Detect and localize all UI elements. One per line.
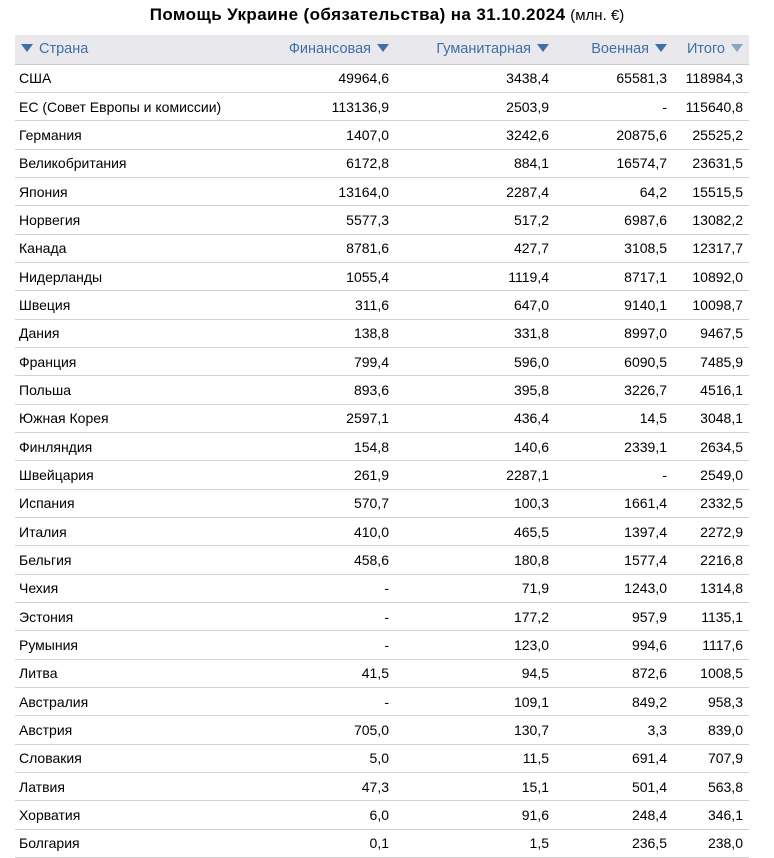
table-row bbox=[15, 688, 749, 716]
table-row bbox=[15, 177, 749, 205]
table-row bbox=[15, 64, 749, 92]
cell-total: 1314,8 bbox=[673, 574, 749, 602]
cell-country: Южная Корея bbox=[15, 404, 245, 432]
table-row bbox=[15, 773, 749, 801]
table-row bbox=[15, 518, 749, 546]
cell-military: 64,2 bbox=[555, 177, 673, 205]
table-row bbox=[15, 149, 749, 177]
cell-military: 6090,5 bbox=[555, 347, 673, 375]
table-row bbox=[15, 92, 749, 120]
table-row bbox=[15, 489, 749, 517]
cell-humanitarian: 180,8 bbox=[395, 546, 555, 574]
sort-desc-icon bbox=[21, 44, 33, 52]
column-header-label: Гуманитарная bbox=[436, 41, 531, 58]
cell-total: 25525,2 bbox=[673, 121, 749, 149]
cell-financial: 311,6 bbox=[245, 291, 395, 319]
sort-desc-icon bbox=[377, 44, 389, 52]
cell-total: 118984,3 bbox=[673, 64, 749, 92]
cell-financial: - bbox=[245, 631, 395, 659]
cell-country: Австрия bbox=[15, 716, 245, 744]
cell-financial: - bbox=[245, 574, 395, 602]
cell-country: Эстония bbox=[15, 603, 245, 631]
cell-military: 8717,1 bbox=[555, 262, 673, 290]
cell-military: 8997,0 bbox=[555, 319, 673, 347]
cell-country: Италия bbox=[15, 518, 245, 546]
cell-total: 12317,7 bbox=[673, 234, 749, 262]
cell-financial: 2597,1 bbox=[245, 404, 395, 432]
cell-total: 23631,5 bbox=[673, 149, 749, 177]
cell-financial: 893,6 bbox=[245, 376, 395, 404]
table-row bbox=[15, 234, 749, 262]
cell-humanitarian: 71,9 bbox=[395, 574, 555, 602]
cell-military: 691,4 bbox=[555, 744, 673, 772]
cell-humanitarian: 177,2 bbox=[395, 603, 555, 631]
cell-country: Бельгия bbox=[15, 546, 245, 574]
column-header-military[interactable] bbox=[555, 35, 673, 64]
cell-total: 1135,1 bbox=[673, 603, 749, 631]
column-header-humanitarian[interactable] bbox=[395, 35, 555, 64]
cell-country: Канада bbox=[15, 234, 245, 262]
cell-total: 2272,9 bbox=[673, 518, 749, 546]
cell-military: 849,2 bbox=[555, 688, 673, 716]
cell-total: 4516,1 bbox=[673, 376, 749, 404]
table-row bbox=[15, 461, 749, 489]
page-title bbox=[0, 5, 774, 25]
table-row bbox=[15, 801, 749, 829]
aid-table bbox=[15, 35, 749, 858]
cell-military: 236,5 bbox=[555, 829, 673, 857]
cell-humanitarian: 3438,4 bbox=[395, 64, 555, 92]
cell-financial: 47,3 bbox=[245, 773, 395, 801]
cell-country: Болгария bbox=[15, 829, 245, 857]
cell-military: 65581,3 bbox=[555, 64, 673, 92]
table-row bbox=[15, 546, 749, 574]
cell-financial: 261,9 bbox=[245, 461, 395, 489]
table-row bbox=[15, 744, 749, 772]
cell-military: 994,6 bbox=[555, 631, 673, 659]
cell-country: Великобритания bbox=[15, 149, 245, 177]
cell-military: - bbox=[555, 461, 673, 489]
cell-total: 346,1 bbox=[673, 801, 749, 829]
column-header-financial[interactable] bbox=[245, 35, 395, 64]
cell-military: 1243,0 bbox=[555, 574, 673, 602]
cell-humanitarian: 1119,4 bbox=[395, 262, 555, 290]
table-row bbox=[15, 262, 749, 290]
cell-country: ЕС (Совет Европы и комиссии) bbox=[15, 92, 245, 120]
table-body bbox=[15, 64, 749, 858]
table-row bbox=[15, 716, 749, 744]
cell-military: 20875,6 bbox=[555, 121, 673, 149]
cell-total: 115640,8 bbox=[673, 92, 749, 120]
table-row bbox=[15, 829, 749, 857]
cell-country: Япония bbox=[15, 177, 245, 205]
cell-humanitarian: 2503,9 bbox=[395, 92, 555, 120]
cell-country: Дания bbox=[15, 319, 245, 347]
cell-total: 839,0 bbox=[673, 716, 749, 744]
cell-humanitarian: 517,2 bbox=[395, 206, 555, 234]
table-row bbox=[15, 121, 749, 149]
cell-military: 3108,5 bbox=[555, 234, 673, 262]
cell-country: Финляндия bbox=[15, 432, 245, 460]
cell-total: 1117,6 bbox=[673, 631, 749, 659]
cell-humanitarian: 140,6 bbox=[395, 432, 555, 460]
cell-financial: 6172,8 bbox=[245, 149, 395, 177]
table-row bbox=[15, 404, 749, 432]
cell-military: 16574,7 bbox=[555, 149, 673, 177]
cell-military: 1661,4 bbox=[555, 489, 673, 517]
cell-total: 10098,7 bbox=[673, 291, 749, 319]
cell-military: 9140,1 bbox=[555, 291, 673, 319]
cell-total: 13082,2 bbox=[673, 206, 749, 234]
cell-military: 3,3 bbox=[555, 716, 673, 744]
cell-country: Нидерланды bbox=[15, 262, 245, 290]
table-row bbox=[15, 659, 749, 687]
cell-country: Франция bbox=[15, 347, 245, 375]
table-header bbox=[15, 35, 749, 64]
cell-military: 1577,4 bbox=[555, 546, 673, 574]
cell-country: Швейцария bbox=[15, 461, 245, 489]
column-header-label: Страна bbox=[39, 41, 89, 58]
cell-financial: 458,6 bbox=[245, 546, 395, 574]
column-header-country[interactable] bbox=[15, 35, 245, 64]
cell-humanitarian: 94,5 bbox=[395, 659, 555, 687]
cell-country: Латвия bbox=[15, 773, 245, 801]
cell-total: 10892,0 bbox=[673, 262, 749, 290]
cell-humanitarian: 2287,4 bbox=[395, 177, 555, 205]
cell-financial: 5577,3 bbox=[245, 206, 395, 234]
cell-country: Норвегия bbox=[15, 206, 245, 234]
cell-humanitarian: 15,1 bbox=[395, 773, 555, 801]
cell-total: 1008,5 bbox=[673, 659, 749, 687]
cell-humanitarian: 427,7 bbox=[395, 234, 555, 262]
cell-humanitarian: 109,1 bbox=[395, 688, 555, 716]
cell-country: Словакия bbox=[15, 744, 245, 772]
sort-desc-outline-icon bbox=[731, 44, 743, 52]
title-main: Помощь Украине (обязательства) на 31.10.2024 bbox=[149, 5, 566, 24]
cell-financial: 138,8 bbox=[245, 319, 395, 347]
cell-country: Чехия bbox=[15, 574, 245, 602]
table-row bbox=[15, 603, 749, 631]
cell-total: 238,0 bbox=[673, 829, 749, 857]
table-row bbox=[15, 574, 749, 602]
cell-financial: 410,0 bbox=[245, 518, 395, 546]
cell-humanitarian: 3242,6 bbox=[395, 121, 555, 149]
cell-total: 563,8 bbox=[673, 773, 749, 801]
cell-total: 958,3 bbox=[673, 688, 749, 716]
cell-military: 248,4 bbox=[555, 801, 673, 829]
table-row bbox=[15, 631, 749, 659]
cell-country: Швеция bbox=[15, 291, 245, 319]
cell-total: 2216,8 bbox=[673, 546, 749, 574]
cell-financial: 1407,0 bbox=[245, 121, 395, 149]
cell-country: Испания bbox=[15, 489, 245, 517]
cell-total: 3048,1 bbox=[673, 404, 749, 432]
cell-country: Германия bbox=[15, 121, 245, 149]
cell-humanitarian: 884,1 bbox=[395, 149, 555, 177]
cell-humanitarian: 100,3 bbox=[395, 489, 555, 517]
cell-total: 707,9 bbox=[673, 744, 749, 772]
table-row bbox=[15, 432, 749, 460]
cell-humanitarian: 331,8 bbox=[395, 319, 555, 347]
cell-military: 501,4 bbox=[555, 773, 673, 801]
cell-country: Румыния bbox=[15, 631, 245, 659]
table-row bbox=[15, 291, 749, 319]
cell-financial: 0,1 bbox=[245, 829, 395, 857]
cell-country: Литва bbox=[15, 659, 245, 687]
cell-total: 7485,9 bbox=[673, 347, 749, 375]
cell-total: 9467,5 bbox=[673, 319, 749, 347]
cell-financial: 570,7 bbox=[245, 489, 395, 517]
column-header-label: Военная bbox=[591, 41, 649, 58]
cell-total: 15515,5 bbox=[673, 177, 749, 205]
table-row bbox=[15, 206, 749, 234]
cell-humanitarian: 91,6 bbox=[395, 801, 555, 829]
cell-humanitarian: 465,5 bbox=[395, 518, 555, 546]
column-header-label: Финансовая bbox=[288, 41, 371, 58]
cell-financial: 154,8 bbox=[245, 432, 395, 460]
cell-humanitarian: 2287,1 bbox=[395, 461, 555, 489]
cell-financial: 5,0 bbox=[245, 744, 395, 772]
cell-financial: - bbox=[245, 603, 395, 631]
cell-military: 14,5 bbox=[555, 404, 673, 432]
cell-military: 957,9 bbox=[555, 603, 673, 631]
cell-country: США bbox=[15, 64, 245, 92]
cell-military: 2339,1 bbox=[555, 432, 673, 460]
title-unit: (млн. €) bbox=[570, 7, 625, 24]
cell-financial: 8781,6 bbox=[245, 234, 395, 262]
cell-financial: 1055,4 bbox=[245, 262, 395, 290]
cell-humanitarian: 395,8 bbox=[395, 376, 555, 404]
cell-military: 1397,4 bbox=[555, 518, 673, 546]
cell-country: Хорватия bbox=[15, 801, 245, 829]
cell-total: 2549,0 bbox=[673, 461, 749, 489]
sort-desc-icon bbox=[655, 44, 667, 52]
cell-country: Польша bbox=[15, 376, 245, 404]
cell-total: 2634,5 bbox=[673, 432, 749, 460]
cell-humanitarian: 436,4 bbox=[395, 404, 555, 432]
cell-country: Австралия bbox=[15, 688, 245, 716]
column-header-total[interactable] bbox=[673, 35, 749, 64]
cell-military: 6987,6 bbox=[555, 206, 673, 234]
cell-financial: - bbox=[245, 688, 395, 716]
cell-financial: 799,4 bbox=[245, 347, 395, 375]
cell-humanitarian: 130,7 bbox=[395, 716, 555, 744]
cell-humanitarian: 11,5 bbox=[395, 744, 555, 772]
cell-financial: 113136,9 bbox=[245, 92, 395, 120]
table-row bbox=[15, 376, 749, 404]
cell-humanitarian: 123,0 bbox=[395, 631, 555, 659]
cell-humanitarian: 1,5 bbox=[395, 829, 555, 857]
cell-financial: 49964,6 bbox=[245, 64, 395, 92]
cell-financial: 41,5 bbox=[245, 659, 395, 687]
cell-financial: 6,0 bbox=[245, 801, 395, 829]
cell-humanitarian: 647,0 bbox=[395, 291, 555, 319]
cell-financial: 13164,0 bbox=[245, 177, 395, 205]
cell-military: - bbox=[555, 92, 673, 120]
table-row bbox=[15, 319, 749, 347]
cell-humanitarian: 596,0 bbox=[395, 347, 555, 375]
header-row bbox=[15, 35, 749, 64]
cell-military: 872,6 bbox=[555, 659, 673, 687]
cell-total: 2332,5 bbox=[673, 489, 749, 517]
cell-financial: 705,0 bbox=[245, 716, 395, 744]
table-row bbox=[15, 347, 749, 375]
sort-desc-icon bbox=[537, 44, 549, 52]
cell-military: 3226,7 bbox=[555, 376, 673, 404]
column-header-label: Итого bbox=[687, 41, 725, 58]
